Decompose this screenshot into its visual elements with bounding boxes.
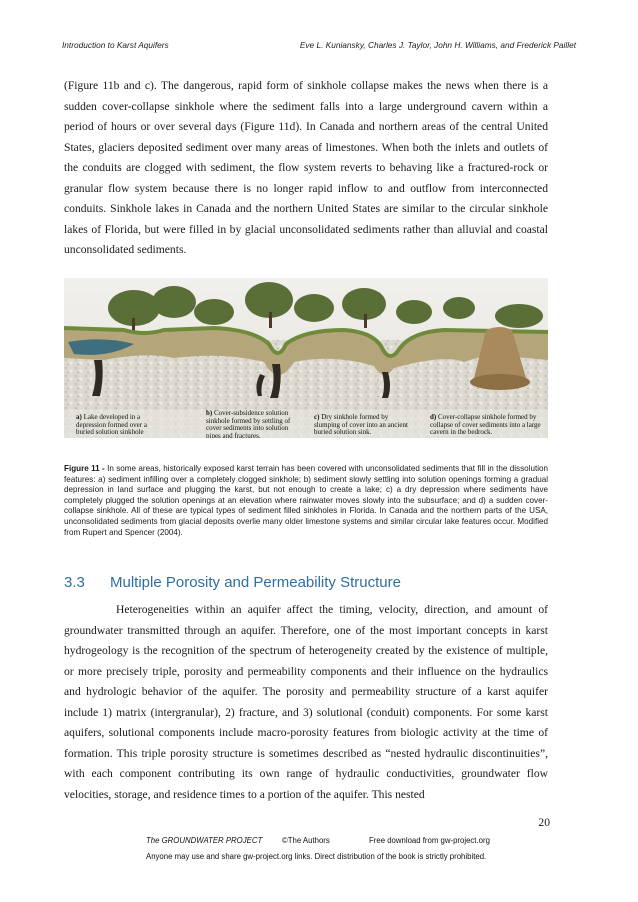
figure-caption	[64, 464, 548, 538]
header-book-title: Introduction to Karst Aquifers	[62, 40, 169, 50]
caption-label: Figure 11 -	[64, 464, 105, 473]
footer-project: The GROUNDWATER PROJECT	[146, 836, 263, 845]
figure-11-illustration	[64, 278, 548, 438]
figure-label-c	[314, 414, 414, 437]
label-a-letter: a)	[76, 413, 82, 421]
figure-label-b	[206, 410, 298, 438]
page-footer	[146, 836, 526, 861]
figure-label-d	[430, 414, 542, 437]
body-paragraph-1: (Figure 11b and c). The dangerous, rapid form of sinkhole collapse makes the news when there is a sudden cover-collapse sinkhole where the sediment falls into a large underground cavern within a period of hours or over several days (Figure 11d). In Canada and northern areas of the central United States, glaciers deposited sediment over many areas of limestones. When both the inlets and outlets of the conduits are clogged with sediment, the flow system reverts to behaving like a fractured-rock or granular flow system because there is no longer rapid inflow to and outflow from interconnected conduits. Sinkhole lakes in Canada and the northern United States are similar to the circular sinkhole lakes of Florida, but were filled in by glacial unconsolidated sediments rather than alluvial and coastal unconsolidated sediments.	[64, 79, 548, 256]
caption-text: In some areas, historically exposed karst terrain has been covered with unconsolidated sediments that fill in the dissolution features: a) sediment infilling over a completely clogged sinkhole; b) sediment slowly settling into solution openings forming a gradual depression in land surface and plugging the karst, but not enough to create a lake; c) a dry depression where sediments have completely plugged the solution openings at an elevation where rainwater moves slowly into the subsurface; and d) a sudden cover-collapse sinkhole. All of these are typical types of sediment filled sinkholes in Florida. In Canada and the northern parts of the USA, unconsolidated sediments from glacial deposits overlie many older limestone systems and similar circular lake features occur. Modified from Rupert and Spencer (2004).	[64, 464, 548, 537]
footer-copyright: ©The Authors	[282, 836, 330, 845]
label-b-text: Cover-subsidence solution sinkhole formed by settling of cover sediments into solution pipes and fractures.	[206, 409, 291, 438]
label-b-letter: b)	[206, 409, 213, 417]
page-number: 20	[538, 816, 550, 829]
section-heading	[64, 574, 401, 591]
label-c-text: Dry sinkhole formed by slumping of cover into an ancient buried solution sink.	[314, 413, 408, 437]
body-paragraph-2	[64, 600, 548, 805]
figure-label-a	[76, 414, 156, 437]
section-title: Multiple Porosity and Permeability Structure	[110, 574, 401, 591]
label-a-text: Lake developed in a depression formed over a buried solution sinkhole	[76, 413, 147, 437]
label-d-text: Cover-collapse sinkhole formed by collapse of cover sediments into a large cavern in the bedrock.	[430, 413, 541, 437]
body-paragraph-2-text: Heterogeneities within an aquifer affect the timing, velocity, direction, and amount of groundwater transmitted through an aquifer. Therefore, one of the most important concepts in karst hydrogeology is the recognition of the spectrum of heterogeneity created by the existence of multiple, or more precisely triple, porosity and permeability components and their influence on the hydraulics and hydrologic behavior of the aquifer. The porosity and permeability structure of a karst aquifer include 1) matrix (intergranular), 2) fracture, and 3) solutional (conduit) components. For some karst aquifers, solutional components include macro-porosity features from biologic activity at the time of formation. This triple porosity structure is sometimes described as “nested hydraulic discontinuities”, with each component contributing its own range of hydraulic conductivities, groundwater flow velocities, storage, and residence times to a portion of the aquifer. This nested	[64, 603, 548, 801]
footer-download: Free download from gw-project.org	[369, 836, 490, 845]
header-authors: Eve L. Kuniansky, Charles J. Taylor, John H. Williams, and Frederick Paillet	[299, 40, 576, 50]
footer-license: Anyone may use and share gw-project.org links. Direct distribution of the book is strictly prohibited.	[146, 852, 487, 861]
label-c-letter: c)	[314, 413, 320, 421]
running-header	[62, 40, 576, 50]
section-number: 3.3	[64, 574, 85, 591]
collapse-cavern-floor	[470, 374, 530, 390]
label-d-letter: d)	[430, 413, 437, 421]
